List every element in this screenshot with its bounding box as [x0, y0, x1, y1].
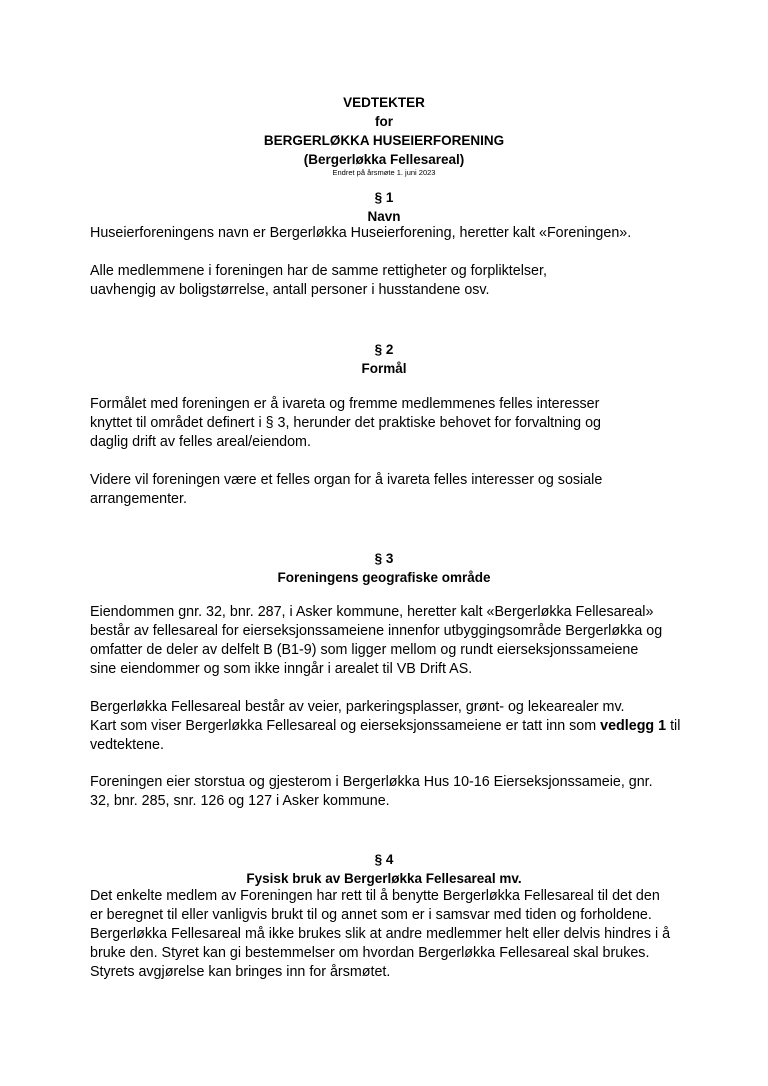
section-3-paragraph-3	[90, 773, 690, 811]
text-line: Det enkelte medlem av Foreningen har rett til å benytte Bergerløkka Fellesareal til det den	[90, 888, 660, 904]
section-3-number: § 3	[374, 551, 394, 566]
section-1-title: Navn	[367, 209, 401, 224]
text-line: knyttet til området definert i § 3, herunder det praktiske behovet for forvaltning og	[90, 415, 602, 431]
text-line: vedtektene.	[90, 737, 164, 753]
text-line: består av fellesareal for eierseksjonssameiene innenfor utbyggingsområde Bergerløkka og	[90, 623, 663, 639]
text-line: bruke den. Styret kan gi bestemmelser om hvordan Bergerløkka Fellesareal skal brukes.	[90, 945, 650, 961]
section-1-paragraph-2	[90, 262, 690, 300]
text-line: daglig drift av felles areal/eiendom.	[90, 434, 311, 450]
text-line: Bergerløkka Fellesareal består av veier, parkeringsplasser, grønt- og lekearealer mv.	[90, 699, 625, 715]
text-line: Alle medlemmene i foreningen har de samme rettigheter og forpliktelser,	[90, 263, 547, 279]
text-line: arrangementer.	[90, 491, 187, 507]
text-run: til	[666, 718, 681, 734]
section-1-number: § 1	[374, 190, 394, 205]
text-line: omfatter de deler av delfelt B (B1-9) som ligger mellom og rundt eierseksjonssameiene	[90, 642, 639, 658]
doc-title: VEDTEKTER	[343, 95, 425, 110]
text-line-with-bold	[90, 717, 690, 736]
text-line: Styrets avgjørelse kan bringes inn for årsmøtet.	[90, 964, 391, 980]
amended-note: Endret på årsmøte 1. juni 2023	[332, 168, 436, 177]
doc-subtitle: (Bergerløkka Fellesareal)	[303, 152, 465, 167]
text-run: Kart som viser Bergerløkka Fellesareal og eierseksjonssameiene er tatt inn som	[90, 718, 601, 734]
section-3-paragraph-2	[90, 698, 690, 755]
section-3-title: Foreningens geografiske område	[277, 570, 491, 585]
section-3-paragraph-1	[90, 603, 690, 679]
section-1-paragraph-1	[90, 224, 690, 243]
doc-title-org: BERGERLØKKA HUSEIERFORENING	[263, 133, 505, 148]
text-line: er beregnet til eller vanligvis brukt til og annet som er i samsvar med tiden og forholdene.	[90, 907, 652, 923]
text-line: Bergerløkka Fellesareal må ikke brukes slik at andre medlemmer helt eller delvis hindres i å	[90, 926, 671, 942]
appendix-reference: vedlegg 1	[600, 718, 667, 734]
text-line: uavhengig av boligstørrelse, antall personer i husstandene osv.	[90, 282, 490, 298]
text-line: Eiendommen gnr. 32, bnr. 287, i Asker kommune, heretter kalt «Bergerløkka Fellesareal»	[90, 604, 654, 620]
section-2-number: § 2	[374, 342, 394, 357]
text-line: Formålet med foreningen er å ivareta og fremme medlemmenes felles interesser	[90, 396, 600, 412]
section-4-title: Fysisk bruk av Bergerløkka Fellesareal mv.	[246, 871, 522, 886]
text-line: Videre vil foreningen være et felles organ for å ivareta felles interesser og sosiale	[90, 472, 603, 488]
text-line: 32, bnr. 285, snr. 126 og 127 i Asker kommune.	[90, 793, 390, 809]
section-2-paragraph-1	[90, 395, 690, 452]
section-4-number: § 4	[374, 852, 394, 867]
section-2-title: Formål	[361, 361, 407, 376]
section-2-paragraph-2	[90, 471, 690, 509]
text-line: Huseierforeningens navn er Bergerløkka Huseierforening, heretter kalt «Foreningen».	[90, 225, 632, 241]
text-line: sine eiendommer og som ikke inngår i arealet til VB Drift AS.	[90, 661, 473, 677]
section-4-paragraph-1	[90, 887, 690, 982]
doc-title-for: for	[375, 114, 393, 129]
text-line: Foreningen eier storstua og gjesterom i Bergerløkka Hus 10-16 Eierseksjonssameie, gnr.	[90, 774, 653, 790]
